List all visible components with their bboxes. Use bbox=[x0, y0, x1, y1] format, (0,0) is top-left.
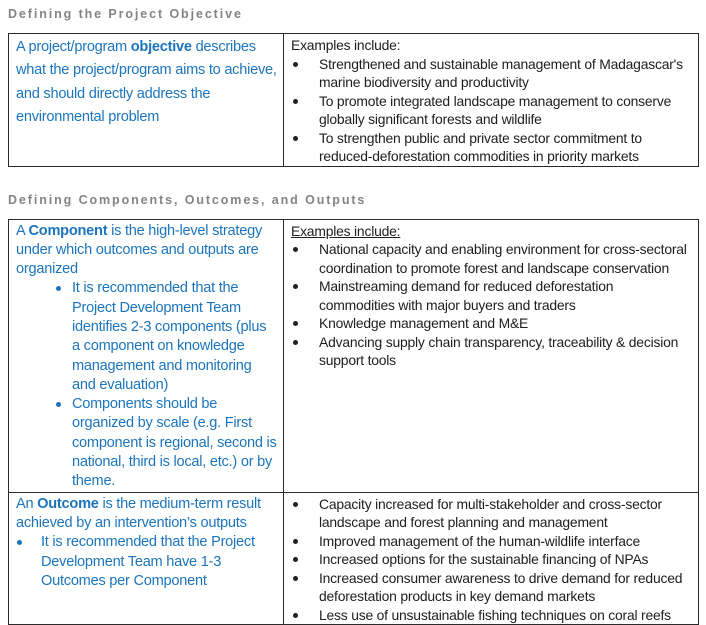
example-bullet: Capacity increased for multi-stakeholder and cross-sector landscape and forest planning and management bbox=[291, 495, 692, 532]
objective-examples-cell bbox=[284, 34, 699, 167]
outcome-notes-list bbox=[16, 533, 277, 591]
component-notes-list bbox=[16, 279, 277, 491]
definition-pre: A bbox=[16, 223, 28, 239]
example-bullet: To promote integrated landscape management to conserve globally significant forests and wildlife bbox=[291, 92, 692, 129]
definition-post: describes what the project/program aims to achieve, and should directly address the environmental problem bbox=[16, 39, 277, 125]
example-bullet: Improved management of the human-wildlife interface bbox=[291, 532, 692, 551]
component-row bbox=[9, 219, 699, 492]
objective-examples-list bbox=[291, 55, 692, 166]
example-bullet: To strengthen public and private sector commitment to reduced-deforestation commodities in priority markets bbox=[291, 129, 692, 166]
section-heading-objective: Defining the Project Objective bbox=[8, 7, 698, 21]
term-objective: objective bbox=[131, 39, 192, 55]
component-definition-cell bbox=[9, 219, 284, 492]
component-examples-cell bbox=[284, 219, 699, 492]
objective-row bbox=[9, 34, 699, 167]
term-component: Component bbox=[28, 223, 107, 239]
example-bullet: Mainstreaming demand for reduced deforestation commodities with major buyers and traders bbox=[291, 277, 692, 314]
section-heading-components: Defining Components, Outcomes, and Outputs bbox=[8, 193, 698, 207]
definition-pre: An bbox=[16, 496, 37, 512]
outcome-definition-cell bbox=[9, 492, 284, 625]
outcome-examples-list bbox=[291, 495, 692, 625]
objective-definition-cell bbox=[9, 34, 284, 167]
note-bullet: Components should be organized by scale (e.g. First component is regional, second is national, third is local, etc.) or by theme. bbox=[56, 395, 277, 491]
note-bullet: It is recommended that the Project Development Team identifies 2-3 components (plus a component on knowledge management and monitoring and evaluation) bbox=[56, 279, 277, 395]
examples-header-underlined: Examples include: bbox=[291, 222, 692, 241]
definition-pre: A project/program bbox=[16, 39, 131, 55]
examples-header: Examples include: bbox=[291, 36, 692, 55]
components-outcomes-table bbox=[8, 219, 699, 625]
outcome-definition-text bbox=[16, 495, 277, 534]
definition-post: is the high-level strategy under which outcomes and outputs are organized bbox=[16, 223, 262, 278]
example-bullet: Less use of unsustainable fishing techniques on coral reefs bbox=[291, 606, 692, 625]
example-bullet: Advancing supply chain transparency, traceability & decision support tools bbox=[291, 333, 692, 370]
outcome-examples-cell bbox=[284, 492, 699, 625]
example-bullet: Increased consumer awareness to drive demand for reduced deforestation products in key demand markets bbox=[291, 569, 692, 606]
component-examples-list bbox=[291, 240, 692, 370]
term-outcome: Outcome bbox=[37, 496, 99, 512]
objective-definition-text bbox=[16, 36, 277, 130]
note-bullet: It is recommended that the Project Development Team have 1-3 Outcomes per Component bbox=[16, 533, 277, 591]
definition-post: is the medium-term result achieved by an intervention’s outputs bbox=[16, 496, 261, 531]
objective-table bbox=[8, 33, 699, 167]
example-bullet: Strengthened and sustainable management of Madagascar's marine biodiversity and productivity bbox=[291, 55, 692, 92]
outcome-row bbox=[9, 492, 699, 625]
example-bullet: Increased options for the sustainable financing of NPAs bbox=[291, 550, 692, 569]
component-definition-text bbox=[16, 222, 277, 280]
example-bullet: National capacity and enabling environment for cross-sectoral coordination to promote forest and landscape conservation bbox=[291, 240, 692, 277]
example-bullet: Knowledge management and M&E bbox=[291, 314, 692, 333]
